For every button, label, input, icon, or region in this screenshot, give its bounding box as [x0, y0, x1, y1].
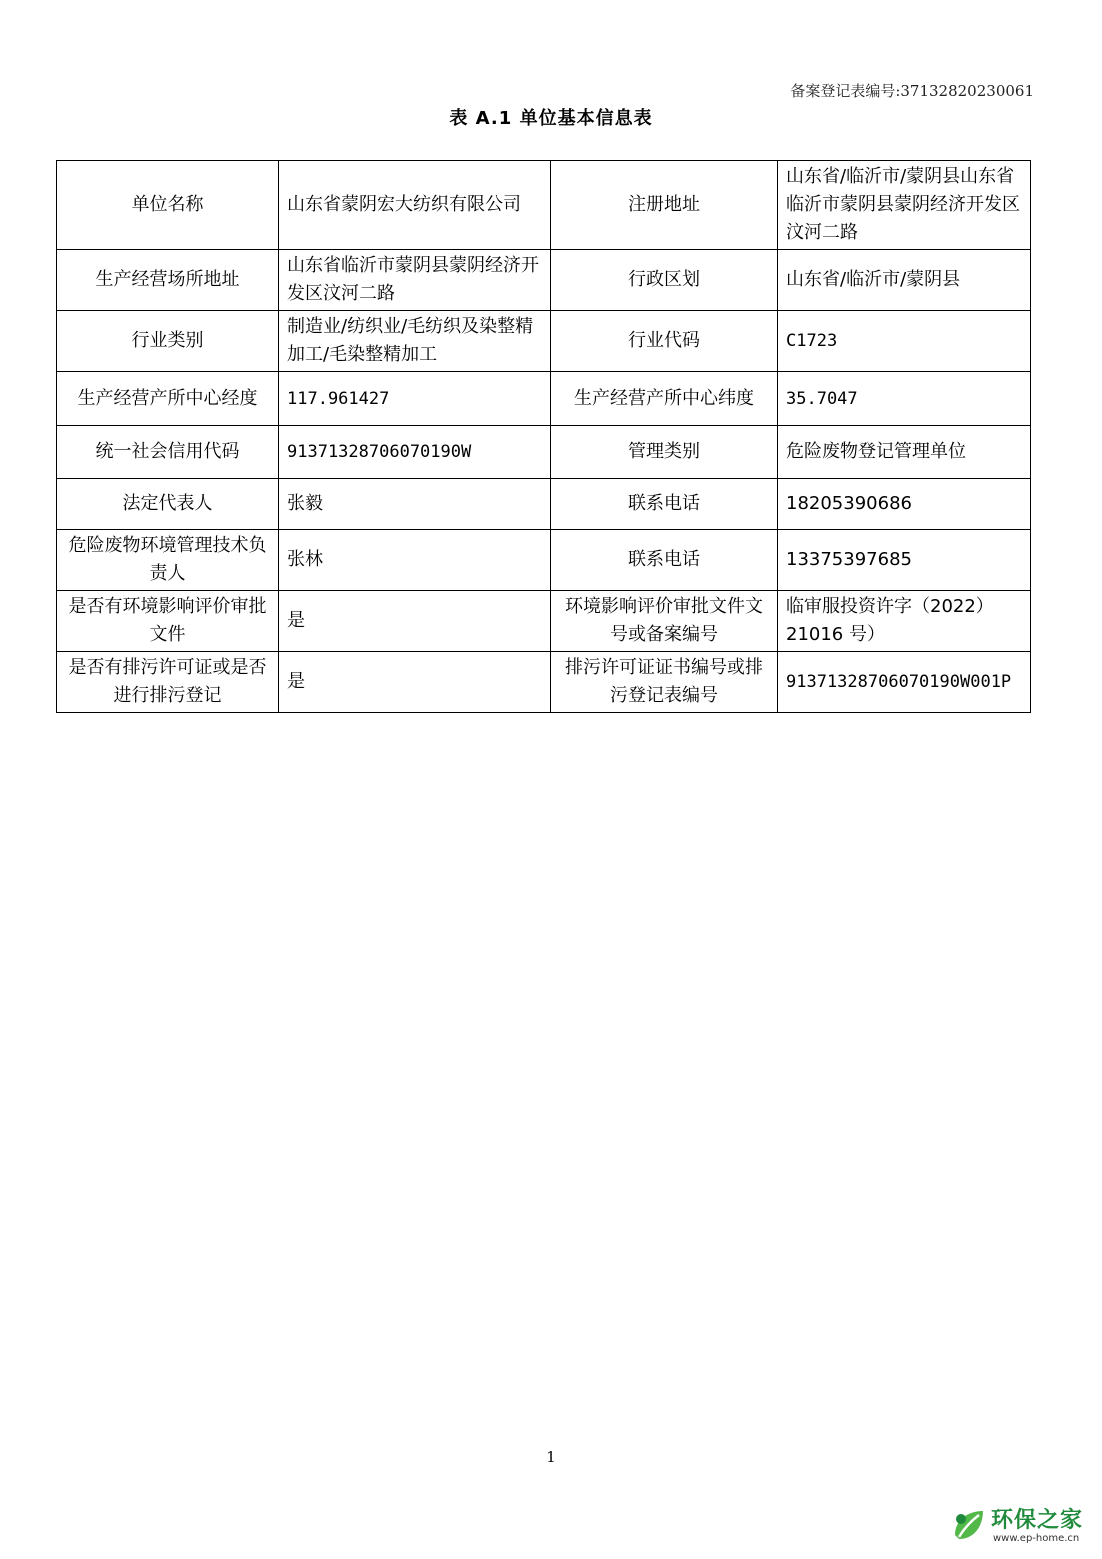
cell-label: 行业类别: [57, 311, 279, 372]
cell-value: 山东省/临沂市/蒙阴县山东省临沂市蒙阴县蒙阴经济开发区汶河二路: [778, 161, 1031, 250]
table-row: [57, 372, 1031, 426]
cell-label: 行政区划: [551, 250, 778, 311]
cell-value: 张毅: [279, 479, 551, 530]
cell-value: 危险废物登记管理单位: [778, 426, 1031, 479]
cell-label: 排污许可证证书编号或排污登记表编号: [551, 652, 778, 713]
table-row: [57, 530, 1031, 591]
cell-label: 生产经营产所中心纬度: [551, 372, 778, 426]
watermark-url: www.ep-home.cn: [993, 1533, 1080, 1544]
table-row: [57, 250, 1031, 311]
cell-value: 是: [279, 591, 551, 652]
cell-value: 山东省/临沂市/蒙阴县: [778, 250, 1031, 311]
watermark-name: 环保之家: [991, 1508, 1084, 1533]
cell-value: 13375397685: [778, 530, 1031, 591]
cell-label: 是否有环境影响评价审批文件: [57, 591, 279, 652]
table-row: [57, 591, 1031, 652]
cell-label: 单位名称: [57, 161, 279, 250]
registration-number: 备案登记表编号:37132820230061: [790, 82, 1034, 100]
table-row: [57, 161, 1031, 250]
table-title: 表 A.1 单位基本信息表: [449, 108, 653, 129]
unit-info-table: [56, 160, 1031, 713]
cell-label: 生产经营场所地址: [57, 250, 279, 311]
cell-value: 18205390686: [778, 479, 1031, 530]
cell-label: 联系电话: [551, 479, 778, 530]
cell-value: 制造业/纺织业/毛纺织及染整精加工/毛染整精加工: [279, 311, 551, 372]
cell-label: 法定代表人: [57, 479, 279, 530]
cell-value: 35.7047: [778, 372, 1031, 426]
cell-value: 是: [279, 652, 551, 713]
cell-value: 山东省临沂市蒙阴县蒙阴经济开发区汶河二路: [279, 250, 551, 311]
cell-label: 是否有排污许可证或是否进行排污登记: [57, 652, 279, 713]
table-row: [57, 426, 1031, 479]
cell-label: 危险废物环境管理技术负责人: [57, 530, 279, 591]
cell-label: 管理类别: [551, 426, 778, 479]
watermark-logo: [949, 1503, 1094, 1549]
cell-label: 环境影响评价审批文件文号或备案编号: [551, 591, 778, 652]
cell-value: 91371328706070190W001P: [778, 652, 1031, 713]
cell-value: 91371328706070190W: [279, 426, 551, 479]
cell-label: 生产经营产所中心经度: [57, 372, 279, 426]
cell-value: C1723: [778, 311, 1031, 372]
cell-label: 注册地址: [551, 161, 778, 250]
cell-value: 山东省蒙阴宏大纺织有限公司: [279, 161, 551, 250]
cell-value: 张林: [279, 530, 551, 591]
cell-label: 联系电话: [551, 530, 778, 591]
leaf-icon: [949, 1505, 989, 1545]
cell-label: 统一社会信用代码: [57, 426, 279, 479]
table-row: [57, 479, 1031, 530]
table-row: [57, 311, 1031, 372]
table-row: [57, 652, 1031, 713]
cell-label: 行业代码: [551, 311, 778, 372]
cell-value: 117.961427: [279, 372, 551, 426]
page-number: 1: [546, 1448, 556, 1466]
cell-value: 临审服投资许字（2022）21016 号）: [778, 591, 1031, 652]
